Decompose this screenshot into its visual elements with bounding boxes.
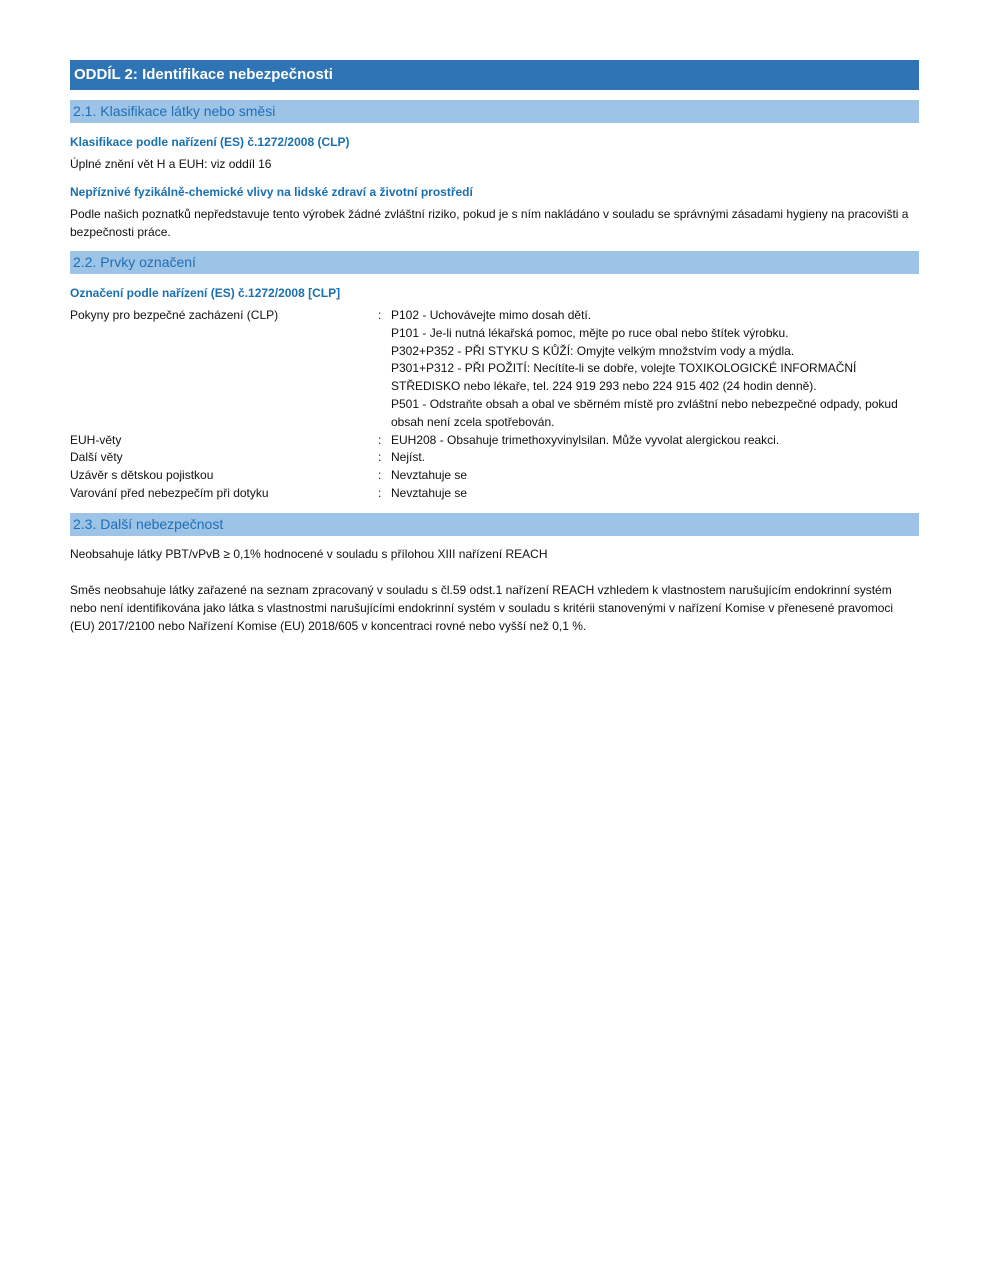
row-colon: : xyxy=(378,308,382,322)
subsection-2-2-header: 2.2. Prvky označení xyxy=(70,251,919,274)
row-label: Další věty xyxy=(70,450,123,465)
pbt-statement: Neobsahuje látky PBT/vPvB ≥ 0,1% hodnocené v souladu s přílohou XIII nařízení REACH xyxy=(70,546,548,561)
row-value: EUH208 - Obsahuje trimethoxyvinylsilan. Může vyvolat alergickou reakci. xyxy=(391,432,780,447)
clp-classification-text: Úplné znění vět H a EUH: viz oddíl 16 xyxy=(70,157,272,171)
row-label: Varování před nebezpečím při dotyku xyxy=(70,485,269,500)
row-label: Uzávěr s dětskou pojistkou xyxy=(70,468,214,483)
clp-labelling-title: Označení podle nařízení (ES) č.1272/2008 [CLP] xyxy=(70,286,341,300)
subsection-2-3-header: 2.3. Další nebezpečnost xyxy=(70,513,919,536)
row-label: EUH-věty xyxy=(70,432,122,447)
statement-p302-p352: P302+P352 - PŘI STYKU S KŮŽÍ: Omyjte velkým množstvím vody a mýdla. xyxy=(391,343,795,358)
row-value: Nevztahuje se xyxy=(391,468,468,483)
subsection-2-1-header: 2.1. Klasifikace látky nebo směsi xyxy=(70,100,919,123)
row-colon: : xyxy=(378,432,382,447)
statement-p501: P501 - Odstraňte obsah a obal ve sběrném místě pro zvláštní nebo nebezpečné odpady, pokud obsah není zcela spotřebován. xyxy=(391,396,898,429)
row-colon: : xyxy=(378,450,382,465)
clp-classification-title: Klasifikace podle nařízení (ES) č.1272/2008 (CLP) xyxy=(70,135,350,149)
endocrine-statement: Směs neobsahuje látky zařazené na seznam zpracovaný v souladu s čl.59 odst.1 nařízení REACH vzhledem k vlastnostem narušujícím endokrinní systém nebo není identifikována jako látka s vlastnostmi narušujícími endokrinní systém v souladu s kritérii stanovenými v nařízení Komise v přenesené pravomoci (EU) 2017/2100 nebo Nařízení Komise (EU) 2018/605 v koncentraci rovné nebo vyšší než 0,1 %. xyxy=(70,582,894,633)
statement-p101: P101 - Je-li nutná lékařská pomoc, mějte po ruce obal nebo štítek výrobku. xyxy=(391,325,789,340)
adverse-effects-title: Nepříznivé fyzikálně-chemické vlivy na lidské zdraví a životní prostředí xyxy=(70,185,473,199)
statement-p301-p312: P301+P312 - PŘI POŽITÍ: Necítíte-li se dobře, volejte TOXIKOLOGICKÉ INFORMAČNÍ STŘEDISKO nebo lékaře, tel. 224 919 293 nebo 224 915 402 (24 hodin denně). xyxy=(391,361,857,394)
label-row-tactile-warning xyxy=(70,485,919,503)
row-value: Nevztahuje se xyxy=(391,485,468,500)
row-value xyxy=(391,307,919,432)
row-value: Nejíst. xyxy=(391,450,426,465)
sds-page xyxy=(70,60,919,635)
row-colon: : xyxy=(378,485,382,500)
statement-p102: P102 - Uchovávejte mimo dosah dětí. xyxy=(391,308,592,322)
section-2-header: ODDÍL 2: Identifikace nebezpečnosti xyxy=(70,60,919,90)
label-row-other xyxy=(70,449,919,467)
label-row-euh xyxy=(70,432,919,450)
row-label: Pokyny pro bezpečné zacházení (CLP) xyxy=(70,308,279,322)
label-elements-table xyxy=(70,307,919,503)
label-row-precautionary xyxy=(70,307,919,432)
row-colon: : xyxy=(378,468,382,483)
adverse-effects-text: Podle našich poznatků nepředstavuje tento výrobek žádné zvláštní riziko, pokud je s ním nakládáno v souladu se správnými zásadami hygieny na pracovišti a bezpečnosti práce. xyxy=(70,207,909,239)
label-row-child-closure xyxy=(70,467,919,485)
